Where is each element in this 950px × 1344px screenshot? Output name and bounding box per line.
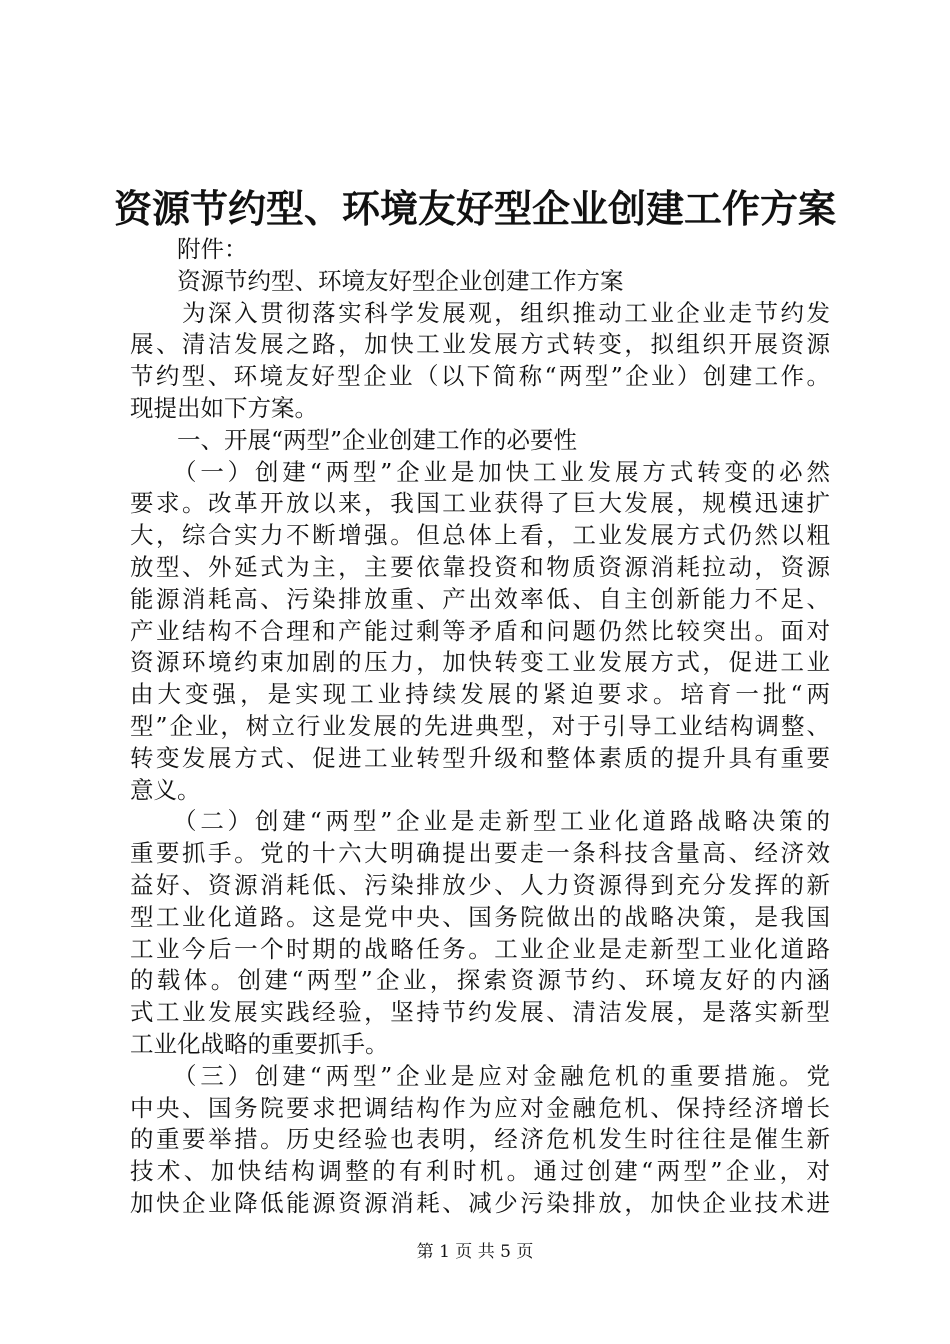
paragraph-line: 加快企业降低能源资源消耗、减少污染排放，加快企业技术进 [130,1188,830,1217]
document-title: 资源节约型、环境友好型企业创建工作方案 [113,186,836,231]
paragraph-line: 放型、外延式为主，主要依靠投资和物质资源消耗拉动，资源 [130,552,830,581]
paragraph-line: 型工业化道路。这是党中央、国务院做出的战略决策，是我国 [130,902,830,931]
paragraph-line: 为深入贯彻落实科学发展观，组织推动工业企业走节约发 [130,298,830,327]
document-body [130,234,830,1220]
paragraph-line: 资源节约型、环境友好型企业创建工作方案 [130,266,624,295]
paragraph-line: 要求。改革开放以来，我国工业获得了巨大发展，规模迅速扩 [130,489,830,518]
paragraph-line: 转变发展方式、促进工业转型升级和整体素质的提升具有重要 [130,743,830,772]
page-footer: 第 1 页 共 5 页 [416,1242,534,1262]
paragraph-line: 大，综合实力不断增强。但总体上看，工业发展方式仍然以粗 [130,521,830,550]
paragraph-line: 式工业发展实践经验，坚持节约发展、清洁发展，是落实新型 [130,998,830,1027]
paragraph-line: 能源消耗高、污染排放重、产出效率低、自主创新能力不足、 [130,584,830,613]
paragraph-line: 技术、加快结构调整的有利时机。通过创建“两型”企业，对 [130,1157,830,1186]
paragraph-line: 工业化战略的重要抓手。 [130,1029,389,1058]
paragraph-line: 节约型、环境友好型企业（以下简称“两型”企业）创建工作。 [130,362,830,391]
paragraph-line: 益好、资源消耗低、污染排放少、人力资源得到充分发挥的新 [130,870,830,899]
paragraph-line: （一）创建“两型”企业是加快工业发展方式转变的必然 [130,457,830,486]
paragraph-line: （三）创建“两型”企业是应对金融危机的重要措施。党 [130,1061,830,1090]
paragraph-line: 一、开展“两型”企业创建工作的必要性 [130,425,578,454]
paragraph-line: 产业结构不合理和产能过剩等矛盾和问题仍然比较突出。面对 [130,616,830,645]
paragraph-line: 现提出如下方案。 [130,393,318,422]
paragraph-line: 的载体。创建“两型”企业，探索资源节约、环境友好的内涵 [130,966,830,995]
paragraph-line: 资源环境约束加剧的压力，加快转变工业发展方式，促进工业 [130,648,830,677]
paragraph-line: 工业今后一个时期的战略任务。工业企业是走新型工业化道路 [130,934,830,963]
paragraph-line: 中央、国务院要求把调结构作为应对金融危机、保持经济增长 [130,1093,830,1122]
paragraph-line: 意义。 [130,775,201,804]
paragraph-line: （二）创建“两型”企业是走新型工业化道路战略决策的 [130,807,830,836]
paragraph-line: 重要抓手。党的十六大明确提出要走一条科技含量高、经济效 [130,839,830,868]
paragraph-line: 由大变强，是实现工业持续发展的紧迫要求。培育一批“两 [130,680,830,709]
paragraph-line: 展、清洁发展之路，加快工业发展方式转变，拟组织开展资源 [130,330,830,359]
paragraph-line: 型”企业，树立行业发展的先进典型，对于引导工业结构调整、 [130,711,830,740]
paragraph-line: 附件： [130,235,248,263]
paragraph-line: 的重要举措。历史经验也表明，经济危机发生时往往是催生新 [130,1125,830,1154]
